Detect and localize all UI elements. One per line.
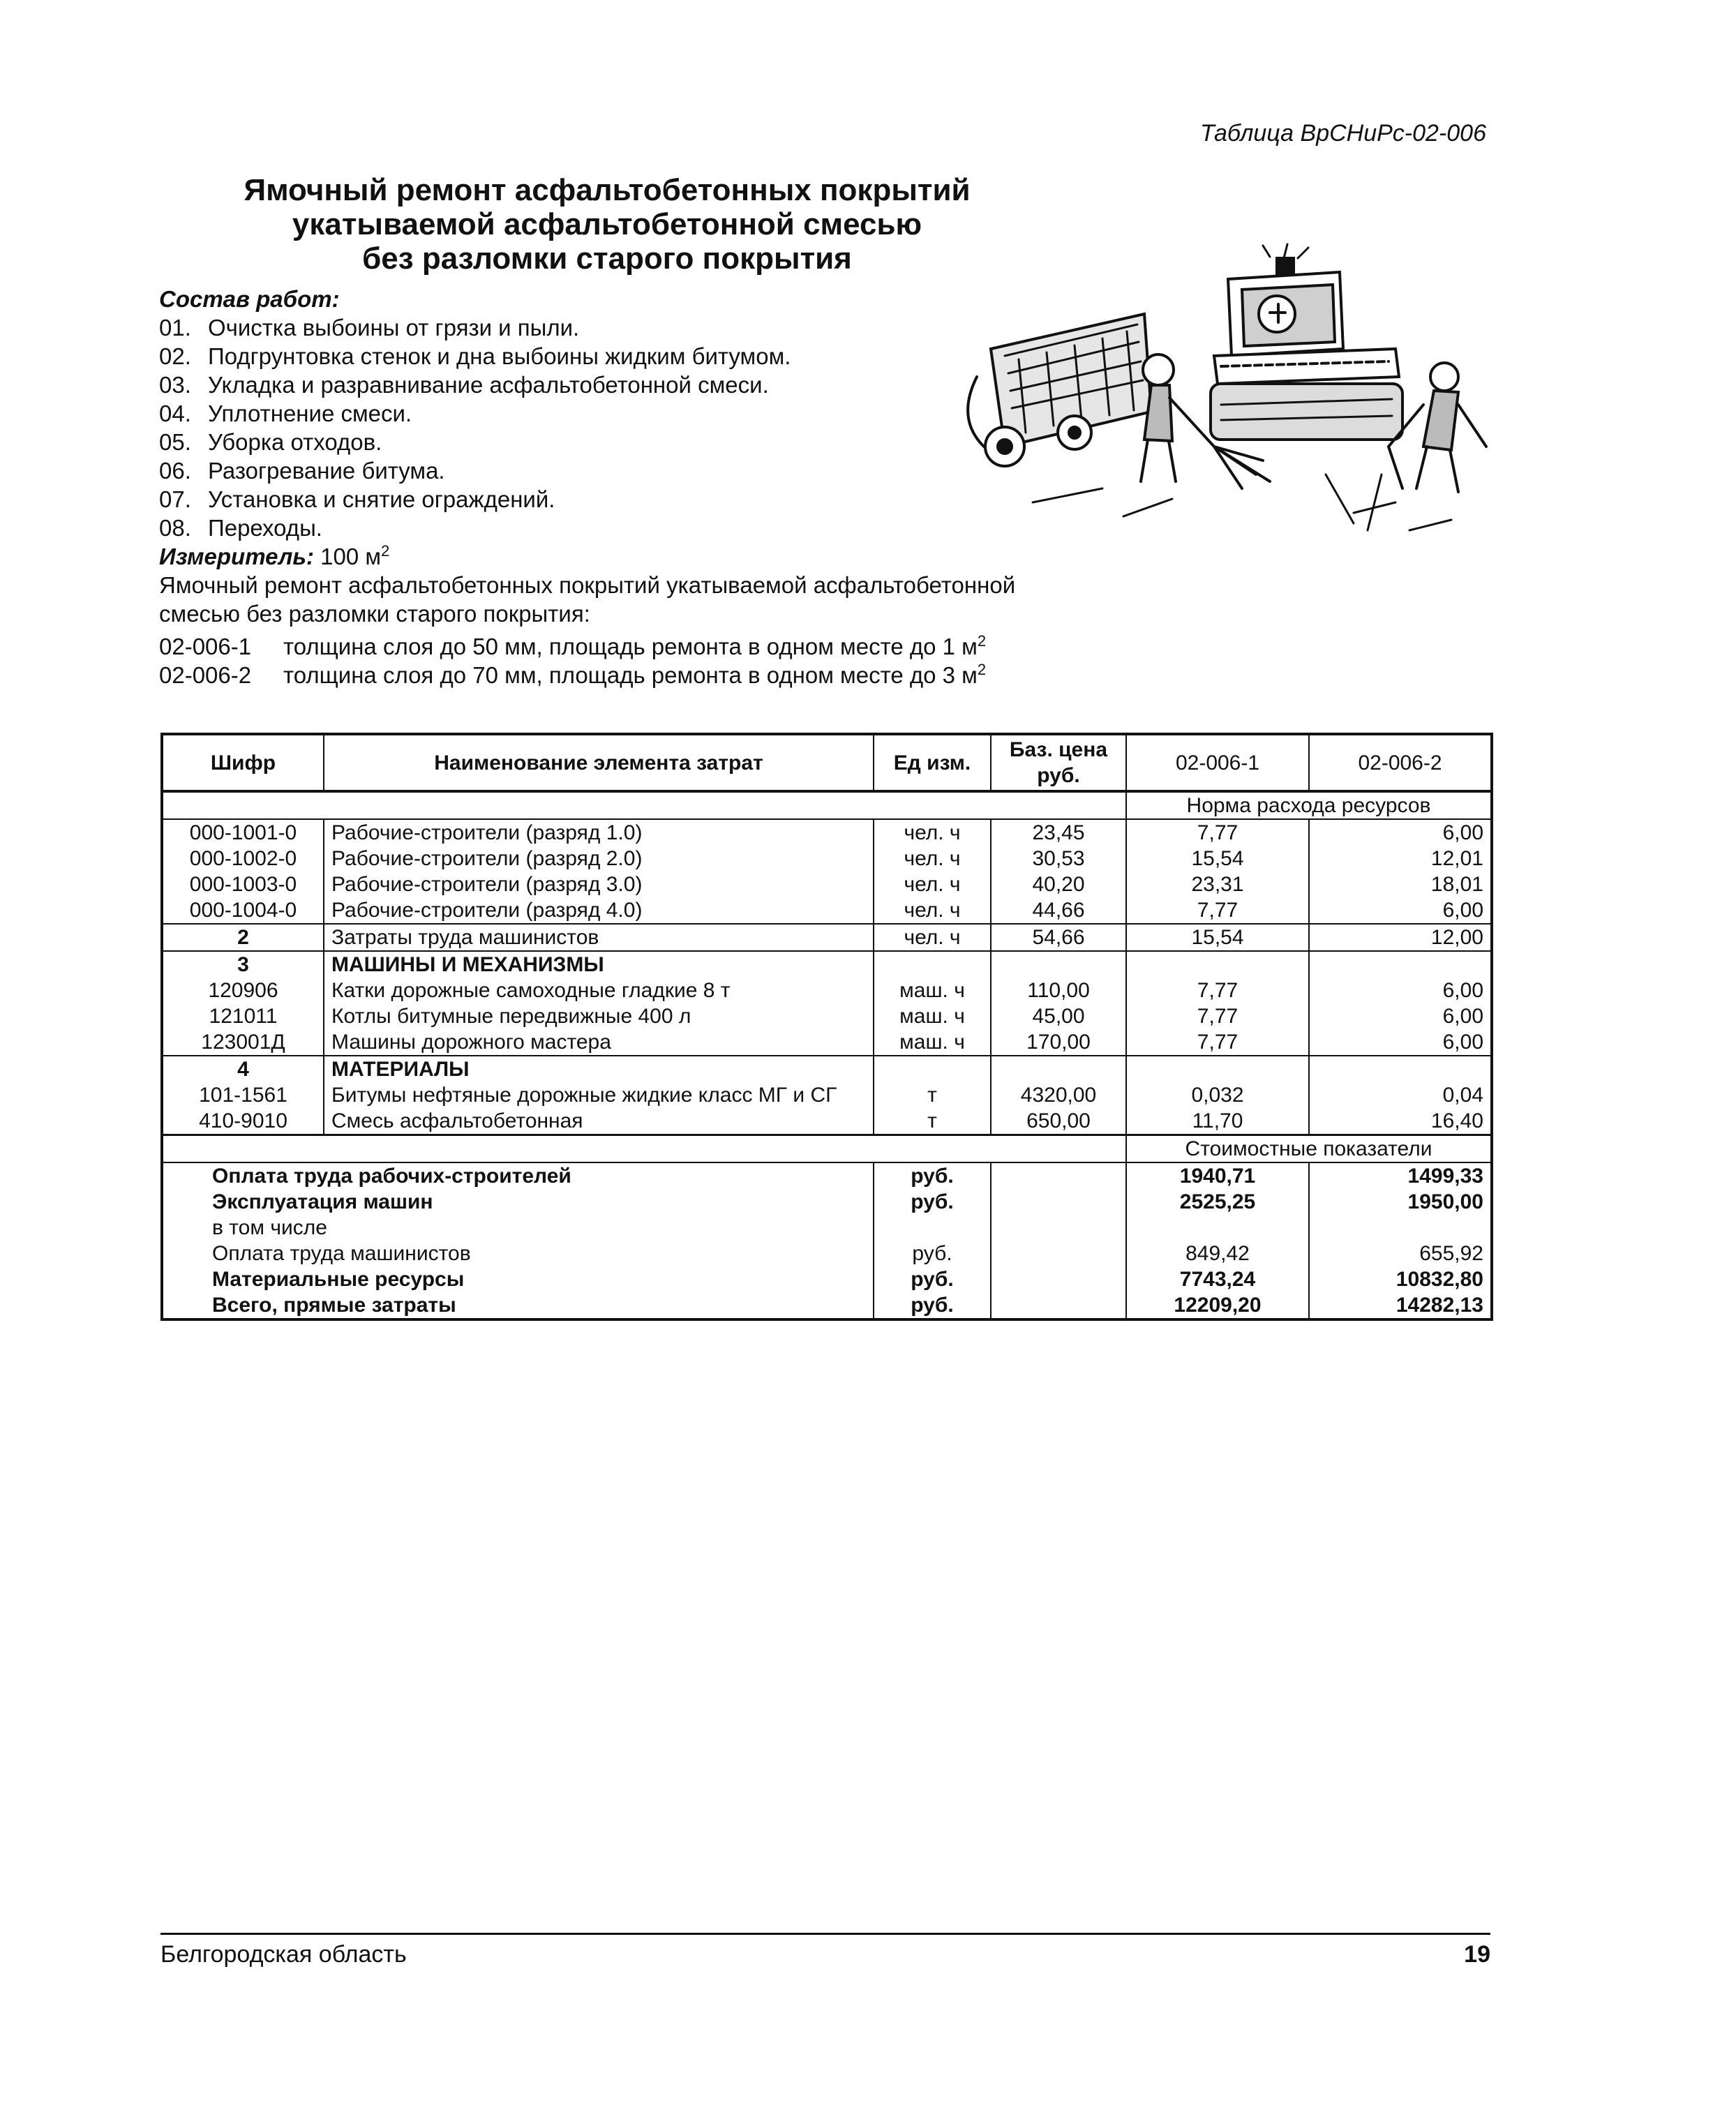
- cost-unit: [874, 1215, 991, 1241]
- section-materials-row: [162, 1056, 1492, 1082]
- cell-code: 120906: [162, 978, 324, 1003]
- cost-row: [162, 1215, 1492, 1241]
- work-header: Состав работ:: [159, 286, 340, 312]
- cell-code: 123001Д: [162, 1029, 324, 1056]
- table-row: [162, 1108, 1492, 1135]
- cost-variant-1: 2525,25: [1126, 1189, 1309, 1215]
- cost-row: [162, 1241, 1492, 1266]
- road-roller-icon: [1211, 244, 1402, 440]
- cell-name: Затраты труда машинистов: [324, 924, 874, 951]
- cell-variant-1: 7,77: [1126, 1003, 1309, 1029]
- cell-unit: чел. ч: [874, 924, 991, 951]
- table-row: [162, 1003, 1492, 1029]
- cell-variant-2: 6,00: [1309, 897, 1492, 924]
- cell-name: Рабочие-строители (разряд 3.0): [324, 871, 874, 897]
- cell-variant-1: 0,032: [1126, 1082, 1309, 1108]
- cell-price: 650,00: [991, 1108, 1126, 1135]
- work-item-text: Разогревание битума.: [208, 458, 445, 484]
- cost-label: Оплата труда машинистов: [162, 1241, 874, 1266]
- cell-unit: чел. ч: [874, 819, 991, 846]
- section-title: МАТЕРИАЛЫ: [324, 1056, 874, 1082]
- cell-variant-2: 12,01: [1309, 846, 1492, 871]
- cost-caption: Стоимостные показатели: [1126, 1135, 1492, 1163]
- work-item-number: 05.: [159, 429, 191, 455]
- cost-label: Эксплуатация машин: [162, 1189, 874, 1215]
- cell-code: 000-1002-0: [162, 846, 324, 871]
- measure-value: 100 м: [320, 544, 382, 569]
- cost-unit: руб.: [874, 1266, 991, 1292]
- ground-lines: [1033, 474, 1451, 530]
- header-code: Шифр: [162, 734, 324, 791]
- work-item-text: Очистка выбоины от грязи и пыли.: [208, 315, 580, 341]
- cell-unit: т: [874, 1108, 991, 1135]
- cell-code: 000-1003-0: [162, 871, 324, 897]
- cost-label: Всего, прямые затраты: [162, 1292, 874, 1319]
- table-label: Таблица ВрСНиРс-02-006: [1199, 120, 1486, 147]
- cell-name: Битумы нефтяные дорожные жидкие класс МГ и СГ: [324, 1082, 874, 1108]
- cost-label: Материальные ресурсы: [162, 1266, 874, 1292]
- work-item-number: 08.: [159, 515, 191, 541]
- cell-price: 45,00: [991, 1003, 1126, 1029]
- cost-variant-2: 10832,80: [1309, 1266, 1492, 1292]
- cost-variant-1: 1940,71: [1126, 1162, 1309, 1189]
- table-header-row: [162, 734, 1492, 791]
- variant-row: [159, 661, 1122, 689]
- cost-variant-2: [1309, 1215, 1492, 1241]
- cell-unit: маш. ч: [874, 1003, 991, 1029]
- cell-variant-1: 15,54: [1126, 924, 1309, 951]
- cell-price: 30,53: [991, 846, 1126, 871]
- cell-name: Смесь асфальтобетонная: [324, 1108, 874, 1135]
- cell-name: Машины дорожного мастера: [324, 1029, 874, 1056]
- section-title: МАШИНЫ И МЕХАНИЗМЫ: [324, 951, 874, 978]
- cost-variant-1: 7743,24: [1126, 1266, 1309, 1292]
- header-price: Баз. цена руб.: [991, 734, 1126, 791]
- work-item-number: 02.: [159, 343, 191, 369]
- cell-variant-1: 7,77: [1126, 897, 1309, 924]
- footer-divider: [160, 1933, 1490, 1935]
- work-item-text: Установка и снятие ограждений.: [208, 486, 555, 512]
- cost-variant-1: 12209,20: [1126, 1292, 1309, 1319]
- cell-variant-2: 6,00: [1309, 1029, 1492, 1056]
- variant-code: 02-006-2: [159, 662, 252, 688]
- cell-variant-2: 16,40: [1309, 1108, 1492, 1135]
- cost-variant-1: 849,42: [1126, 1241, 1309, 1266]
- cell-code: 101-1561: [162, 1082, 324, 1108]
- header-variant-1: 02-006-1: [1126, 734, 1309, 791]
- cell-price: 170,00: [991, 1029, 1126, 1056]
- cell-price: 54,66: [991, 924, 1126, 951]
- cell-price: 110,00: [991, 978, 1126, 1003]
- measure-sup: 2: [381, 542, 390, 560]
- table-row: [162, 978, 1492, 1003]
- cell-price: 4320,00: [991, 1082, 1126, 1108]
- cost-label: Оплата труда рабочих-строителей: [162, 1162, 874, 1189]
- table-row: [162, 819, 1492, 846]
- cell-price: 23,45: [991, 819, 1126, 846]
- title-line-3: без разломки старого покрытия: [362, 241, 852, 276]
- work-item-text: Подгрунтовка стенок и дна выбоины жидким битумом.: [208, 343, 791, 369]
- cell-code: 410-9010: [162, 1108, 324, 1135]
- cell-name: Котлы битумные передвижные 400 л: [324, 1003, 874, 1029]
- cell-variant-1: 7,77: [1126, 978, 1309, 1003]
- variant-row: [159, 632, 1122, 661]
- worker-right-icon: [1389, 363, 1486, 492]
- cell-unit: чел. ч: [874, 846, 991, 871]
- cell-variant-1: 7,77: [1126, 819, 1309, 846]
- cost-row: [162, 1162, 1492, 1189]
- measure-label: Измеритель:: [159, 544, 314, 569]
- work-item-number: 04.: [159, 401, 191, 426]
- norm-caption-row: [162, 791, 1492, 819]
- cost-label: в том числе: [162, 1215, 874, 1241]
- title-line-1: Ямочный ремонт асфальтобетонных покрытий: [244, 173, 971, 207]
- section-code: 4: [162, 1056, 324, 1082]
- work-item-number: 01.: [159, 315, 191, 341]
- measure: [159, 542, 1122, 571]
- cost-caption-row: [162, 1135, 1492, 1163]
- footer-region: Белгородская область: [160, 1941, 407, 1968]
- table-row: [162, 846, 1492, 871]
- header-name: Наименование элемента затрат: [324, 734, 874, 791]
- section-machines-row: [162, 951, 1492, 978]
- cell-unit: маш. ч: [874, 978, 991, 1003]
- table-row: [162, 1082, 1492, 1108]
- page-title: [181, 173, 1033, 276]
- work-item-number: 03.: [159, 372, 191, 398]
- work-item-text: Уборка отходов.: [208, 429, 382, 455]
- header-variant-2: 02-006-2: [1309, 734, 1492, 791]
- cell-price: 44,66: [991, 897, 1126, 924]
- variants-list: [159, 632, 1122, 689]
- variant-text: толщина слоя до 50 мм, площадь ремонта в одном месте до 1 м: [283, 634, 978, 659]
- cell-variant-2: 6,00: [1309, 978, 1492, 1003]
- cell-code: 2: [162, 924, 324, 951]
- cell-price: 40,20: [991, 871, 1126, 897]
- cell-name: Катки дорожные самоходные гладкие 8 т: [324, 978, 874, 1003]
- cell-variant-2: 0,04: [1309, 1082, 1492, 1108]
- cell-code: 000-1004-0: [162, 897, 324, 924]
- table-row-operators: [162, 924, 1492, 951]
- cell-variant-1: 23,31: [1126, 871, 1309, 897]
- cost-row-total: [162, 1292, 1492, 1319]
- variant-text: толщина слоя до 70 мм, площадь ремонта в одном месте до 3 м: [283, 662, 978, 688]
- cell-name: Рабочие-строители (разряд 2.0): [324, 846, 874, 871]
- cost-variant-1: [1126, 1215, 1309, 1241]
- work-description: Ямочный ремонт асфальтобетонных покрытий укатываемой асфальтобетонной смесью без разломки старого покрытия:: [159, 572, 1016, 627]
- cell-variant-2: 6,00: [1309, 819, 1492, 846]
- cell-code: 000-1001-0: [162, 819, 324, 846]
- cost-unit: руб.: [874, 1241, 991, 1266]
- work-item-text: Уплотнение смеси.: [208, 401, 412, 426]
- table-row: [162, 897, 1492, 924]
- section-code: 3: [162, 951, 324, 978]
- cost-variant-2: 14282,13: [1309, 1292, 1492, 1319]
- cell-variant-2: 18,01: [1309, 871, 1492, 897]
- cell-unit: чел. ч: [874, 871, 991, 897]
- title-line-2: укатываемой асфальтобетонной смесью: [292, 207, 922, 241]
- variant-code: 02-006-1: [159, 634, 252, 659]
- variant-sup: 2: [977, 661, 987, 678]
- cost-unit: руб.: [874, 1292, 991, 1319]
- work-item-number: 07.: [159, 486, 191, 512]
- cell-unit: чел. ч: [874, 897, 991, 924]
- work-item-text: Переходы.: [208, 515, 322, 541]
- cell-variant-1: 11,70: [1126, 1108, 1309, 1135]
- cell-name: Рабочие-строители (разряд 4.0): [324, 897, 874, 924]
- table-row: [162, 871, 1492, 897]
- page-number: 19: [1464, 1941, 1490, 1968]
- cell-variant-1: 7,77: [1126, 1029, 1309, 1056]
- norm-caption: Норма расхода ресурсов: [1126, 791, 1492, 819]
- cell-variant-2: 6,00: [1309, 1003, 1492, 1029]
- road-repair-illustration: [963, 237, 1493, 544]
- bitumen-boiler-icon: [968, 314, 1151, 466]
- cell-variant-1: 15,54: [1126, 846, 1309, 871]
- work-item-number: 06.: [159, 458, 191, 484]
- cell-unit: т: [874, 1082, 991, 1108]
- cell-name: Рабочие-строители (разряд 1.0): [324, 819, 874, 846]
- cost-variant-2: 655,92: [1309, 1241, 1492, 1266]
- cost-unit: руб.: [874, 1162, 991, 1189]
- variant-sup: 2: [977, 632, 987, 650]
- cost-row: [162, 1189, 1492, 1215]
- cost-unit: руб.: [874, 1189, 991, 1215]
- header-unit: Ед изм.: [874, 734, 991, 791]
- cost-variant-2: 1950,00: [1309, 1189, 1492, 1215]
- cost-variant-2: 1499,33: [1309, 1162, 1492, 1189]
- cost-table: [160, 733, 1493, 1321]
- cell-variant-2: 12,00: [1309, 924, 1492, 951]
- cell-code: 121011: [162, 1003, 324, 1029]
- cell-unit: маш. ч: [874, 1029, 991, 1056]
- table-row: [162, 1029, 1492, 1056]
- work-item-text: Укладка и разравнивание асфальтобетонной смеси.: [208, 372, 769, 398]
- cost-row: [162, 1266, 1492, 1292]
